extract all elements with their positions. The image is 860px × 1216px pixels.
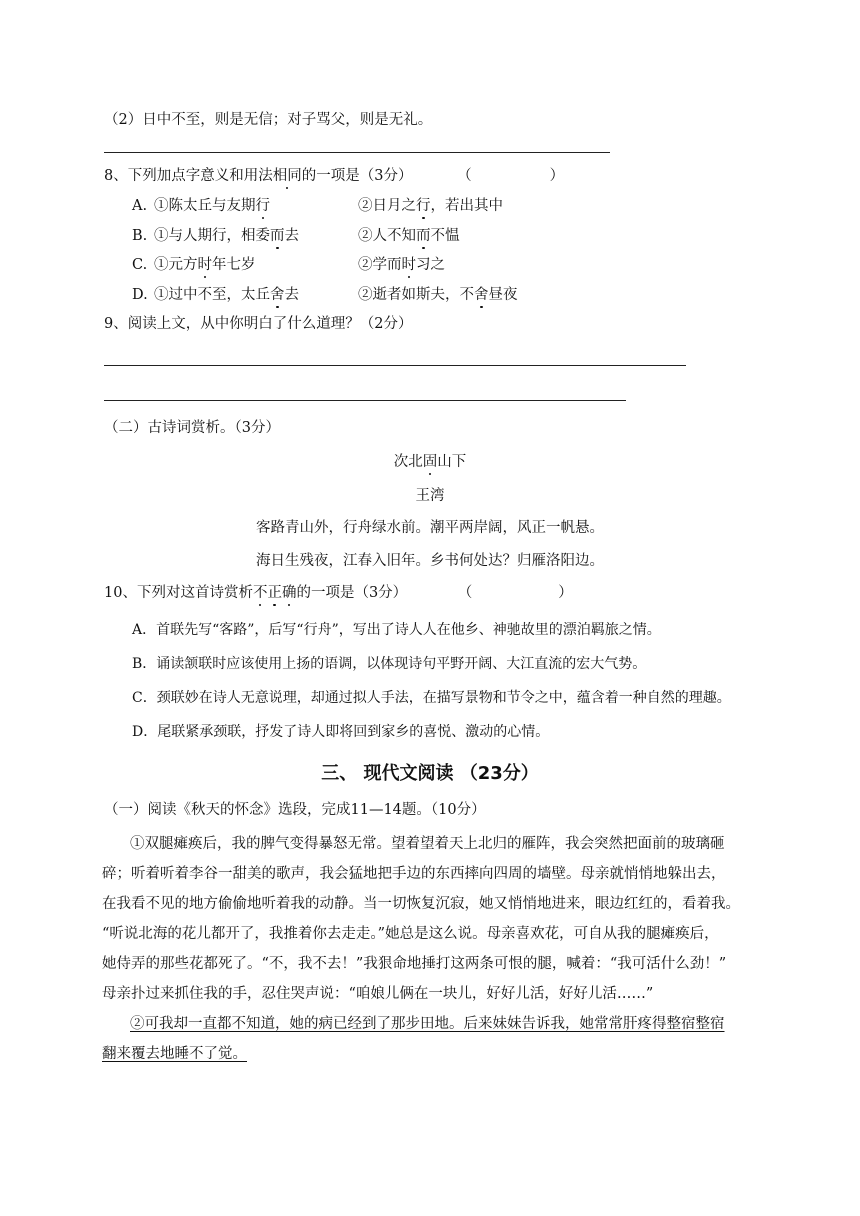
- option-right: [358, 198, 503, 214]
- option-left-text-2: 去: [284, 287, 299, 303]
- option-right: [358, 287, 518, 303]
- q10-answer-paren-close: ）: [558, 585, 573, 601]
- q10-option-row: D．尾联紧承颈联，抒发了诗人即将回到家乡的喜悦、激动的心情。: [132, 724, 550, 740]
- option-label: D.: [132, 287, 148, 303]
- q10-option-row: A．首联先写“客路”，后写“行舟”，写出了诗人人在他乡、神驰故里的漂泊羁旅之情。: [132, 622, 661, 638]
- option-right-dotted: 时: [401, 257, 416, 273]
- option-right-dotted: 而: [416, 228, 431, 244]
- emphasis-char: 不: [252, 585, 268, 601]
- paragraph-1-line: 在我看不见的地方偷偷地听着我的动静。当一切恢复沉寂，她又悄悄地进来，眼边红红的，看着我。: [102, 896, 740, 912]
- option-right-text: ②日月之: [358, 198, 416, 214]
- option-right-text-2: 昼夜: [488, 287, 518, 303]
- q8-option-row: [132, 196, 503, 216]
- reading-paragraph-2: [102, 1009, 762, 1069]
- q10-stem-text: 10、下列对这首诗赏析: [104, 585, 253, 601]
- option-left-text: ①元方: [154, 257, 198, 273]
- poem-line-1: 客路青山外，行舟绿水前。潮平两岸阔，风正一帆悬。: [256, 520, 604, 536]
- paragraph-1-line: ①双腿瘫痪后，我的脾气变得暴怒无常。望着望着天上北归的雁阵，我会突然把面前的玻璃砸: [130, 836, 725, 852]
- poem-author: 王湾: [415, 488, 445, 504]
- reading-1-intro: （一）阅读《秋天的怀念》选段，完成11—14题。（10分）: [104, 802, 486, 818]
- paragraph-1-line: 她侍弄的那些花都死了。“不，我不去！”我狠命地捶打这两条可恨的腿，喊着：“我可活什么劲！”: [102, 956, 727, 972]
- option-right-dotted: 舍: [474, 287, 489, 303]
- question-9: 9、阅读上文，从中你明白了什么道理？（2分）: [104, 316, 413, 332]
- option-left-dotted: 舍: [270, 287, 285, 303]
- question-7-part-2: （2）日中不至，则是无信；对子骂父，则是无礼。: [104, 112, 433, 128]
- option-label: C.: [132, 257, 148, 273]
- paragraph-1-line: “听说北海的花儿都开了，我推着你去走走。”她总是这么说。母亲喜欢花，可自从我的腿瘫痪后，: [102, 926, 719, 942]
- option-left-dotted: 而: [270, 228, 285, 244]
- section-3-title: 三、 现代文阅读 （23分）: [321, 763, 539, 784]
- option-left-text-2: 年七岁: [212, 257, 256, 273]
- question-10-stem: [104, 583, 573, 603]
- option-left-text: ①陈太丘与友期: [154, 198, 256, 214]
- option-left: [154, 196, 358, 216]
- option-right-dotted: 行: [416, 198, 431, 214]
- poem-title-dotted: 固: [422, 454, 438, 470]
- emphasis-char: 正: [267, 585, 282, 601]
- option-right: [358, 257, 445, 273]
- poem-section-heading: （二）古诗词赏析。（3分）: [104, 420, 280, 436]
- option-label: A.: [132, 198, 148, 214]
- q8-stem-text: 8、下列加点字意义和用法: [104, 168, 273, 184]
- option-right-text: ②人不知: [358, 228, 416, 244]
- q10-option-row: C．颈联妙在诗人无意说理，却通过拟人手法，在描写景物和节令之中，蕴含着一种自然的理趣。: [132, 690, 731, 706]
- option-left: [154, 255, 358, 275]
- option-left-dotted: 行: [255, 198, 270, 214]
- q10-stem-text-2: 的一项是（3分）: [296, 585, 408, 601]
- option-right-text: ②逝者如斯夫，不: [358, 287, 474, 303]
- poem-title-text-2: 山下: [437, 454, 467, 470]
- option-right-text-2: 习之: [416, 257, 445, 273]
- poem-title: [0, 452, 860, 472]
- option-left: [154, 226, 358, 246]
- q10-answer-paren-open: （: [457, 585, 473, 601]
- q10-stem-dotted: [253, 585, 297, 601]
- q8-answer-paren-close: ）: [549, 168, 565, 184]
- option-left: [154, 285, 358, 305]
- option-left-text: ①与人期行，相委: [154, 228, 270, 244]
- paragraph-1-line: 母亲扑过来抓住我的手，忍住哭声说：“咱娘儿俩在一块儿，好好儿活，好好儿活……”: [102, 986, 654, 1002]
- option-right-text-2: 不愠: [430, 228, 460, 244]
- option-right-text: ②学而: [358, 257, 402, 273]
- q8-option-row: [132, 255, 445, 275]
- q8-stem-dotted: 相同: [272, 168, 302, 184]
- answer-line-q9-1: [104, 365, 686, 366]
- option-right-text-2: ，若出其中: [430, 198, 503, 214]
- option-right: [358, 228, 460, 244]
- paragraph-2-line: ②可我却一直都不知道，她的病已经到了那步田地。后来妹妹告诉我，她常常肝疼得整宿整宿: [130, 1016, 725, 1032]
- q8-stem-text-2: 的一项是（3分）: [301, 168, 413, 184]
- poem-title-text: 次北: [393, 454, 423, 470]
- paragraph-1-line: 碎；听着听着李谷一甜美的歌声，我会猛地把手边的东西摔向四周的墙壁。母亲就悄悄地躲出去，: [102, 866, 726, 882]
- q10-option-row: B．诵读颔联时应该使用上扬的语调，以体现诗句平野开阔、大江直流的宏大气势。: [132, 656, 647, 672]
- poem-line-2: 海日生残夜，江春入旧年。乡书何处达？归雁洛阳边。: [256, 553, 604, 569]
- q8-option-row: [132, 226, 460, 246]
- option-left-text: ①过中不至，太丘: [154, 287, 270, 303]
- q8-option-row: [132, 285, 518, 305]
- answer-line-q7: [104, 152, 610, 153]
- paragraph-2-line: 翻来覆去地睡不了觉。: [102, 1046, 247, 1062]
- emphasis-char: 确: [281, 585, 297, 601]
- answer-line-q9-2: [104, 400, 626, 401]
- option-label: B.: [132, 228, 148, 244]
- q8-answer-paren-open: （: [457, 168, 472, 184]
- option-left-dotted: 时: [197, 257, 212, 273]
- option-left-text-2: 去: [284, 228, 299, 244]
- reading-paragraph-1: [102, 829, 762, 1009]
- question-8-stem: [104, 166, 564, 186]
